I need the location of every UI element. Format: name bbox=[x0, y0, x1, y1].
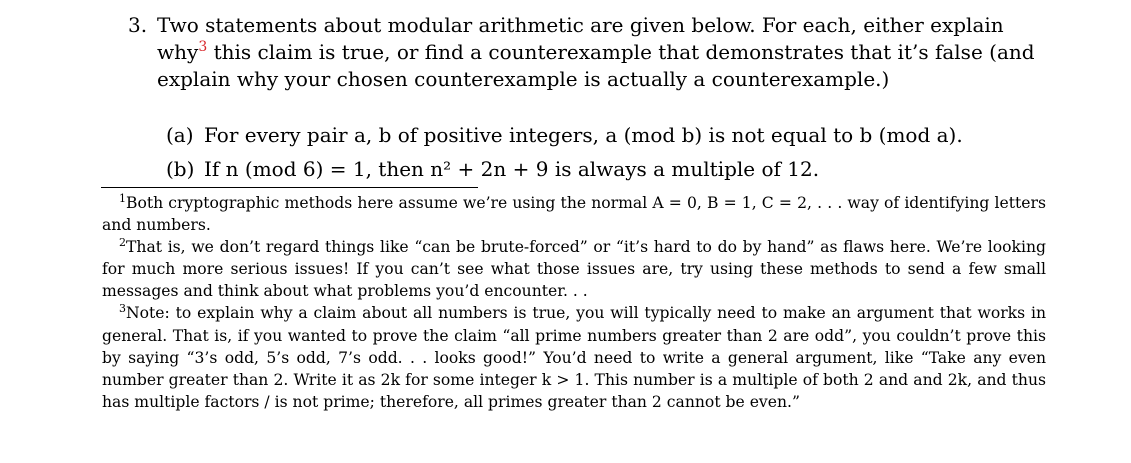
part-b bbox=[166, 152, 1016, 186]
footnote-mark: 1 bbox=[119, 192, 126, 205]
problem-text-before-ref: Two statements about modular arithmetic are given below. For each, either explain why bbox=[157, 13, 1004, 64]
footnote-text: Both cryptographic methods here assume we’re using the normal A = 0, B = 1, C = 2, . . . way of identifying letters and numbers. bbox=[102, 194, 1046, 235]
part-a bbox=[166, 118, 1016, 152]
footnote-ref-3[interactable]: 3 bbox=[198, 39, 208, 55]
problem-text-after-ref: this claim is true, or find a counterexample that demonstrates that it’s false (and explain why your chosen counterexample is actually a counterexample.) bbox=[157, 40, 1035, 91]
part-text: For every pair a, b of positive integers, a (mod b) is not equal to b (mod a). bbox=[204, 123, 963, 147]
footnote-text: That is, we don’t regard things like “can be brute-forced” or “it’s hard to do by hand” as flaws here. We’re looking for much more serious issues! If you can’t see what those issues are, try using these methods to send a few small messages and think about what problems you’d encounter. . . bbox=[102, 238, 1046, 301]
footnote-3 bbox=[102, 302, 1046, 412]
problem-parts bbox=[166, 118, 1016, 186]
footnote-text: Note: to explain why a claim about all numbers is true, you will typically need to make an argument that works in general. That is, if you wanted to prove the claim “all prime numbers greater than 2 are odd”, you couldn’t prove this by saying “3’s odd, 5’s odd, 7’s odd. . . looks good!” You’d need to write a general argument, like “Take any even number greater than 2. Write it as 2k for some integer k > 1. This number is a multiple of both 2 and and 2k, and thus has multiple factors / is not prime; therefore, all primes greater than 2 cannot be even.” bbox=[102, 304, 1046, 411]
footnote-mark: 3 bbox=[119, 302, 126, 316]
problem-number: 3. bbox=[128, 13, 148, 37]
footnote-rule bbox=[101, 187, 478, 188]
footnote-2 bbox=[102, 236, 1046, 302]
part-label: (a) bbox=[166, 123, 194, 147]
footnotes bbox=[102, 192, 1046, 413]
footnote-1 bbox=[102, 192, 1046, 236]
problem-statement bbox=[157, 12, 1057, 93]
part-label: (b) bbox=[166, 157, 195, 181]
part-text: If n (mod 6) = 1, then n² + 2n + 9 is always a multiple of 12. bbox=[204, 157, 820, 181]
footnote-mark: 2 bbox=[119, 236, 126, 250]
